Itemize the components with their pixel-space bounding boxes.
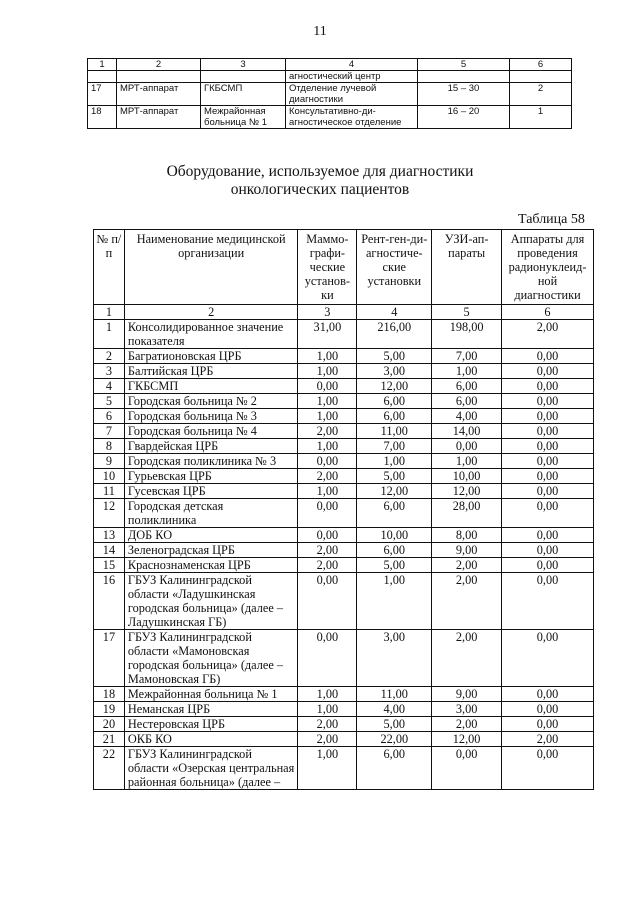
org-name-cell: ДОБ КО — [124, 528, 298, 543]
radio-cell: 0,00 — [502, 747, 594, 790]
table-row — [94, 424, 594, 439]
mammo-cell: 1,00 — [298, 687, 357, 702]
row-number: 18 — [94, 687, 125, 702]
count-cell — [510, 71, 572, 83]
col-number: 3 — [201, 59, 286, 71]
xray-cell: 5,00 — [357, 558, 432, 573]
org-name-cell: Городская детская поликлиника — [124, 499, 298, 528]
org-name-cell: Балтийская ЦРБ — [124, 364, 298, 379]
device-cell — [117, 71, 201, 83]
xray-cell: 6,00 — [357, 499, 432, 528]
dept-cell: Отделение лучевой диагностики — [286, 83, 418, 106]
mammo-cell: 1,00 — [298, 439, 357, 454]
org-name-cell: Багратионовская ЦРБ — [124, 349, 298, 364]
col-number: 6 — [502, 305, 594, 320]
mammo-cell: 1,00 — [298, 484, 357, 499]
radio-cell: 0,00 — [502, 379, 594, 394]
uzi-cell: 12,00 — [432, 484, 502, 499]
col-number: 2 — [124, 305, 298, 320]
oncology-equipment-table — [93, 229, 594, 790]
org-name-cell: Городская больница № 4 — [124, 424, 298, 439]
mammo-cell: 2,00 — [298, 424, 357, 439]
mammo-cell: 0,00 — [298, 499, 357, 528]
org-name-cell: ГБУЗ Калининградской области «Ладушкинская городская больница» (далее – Ладушкинская ГБ) — [124, 573, 298, 630]
row-number: 3 — [94, 364, 125, 379]
mammo-cell: 0,00 — [298, 454, 357, 469]
org-name-cell: Городская больница № 3 — [124, 409, 298, 424]
radio-cell: 0,00 — [502, 349, 594, 364]
org-name-cell: Краснознаменская ЦРБ — [124, 558, 298, 573]
radio-cell: 0,00 — [502, 528, 594, 543]
table-row — [94, 320, 594, 349]
count-cell: 2 — [510, 83, 572, 106]
radio-cell: 0,00 — [502, 439, 594, 454]
org-name-cell: Зеленоградская ЦРБ — [124, 543, 298, 558]
table-row — [88, 106, 572, 129]
header-name: Наименование медицинской организации — [124, 230, 298, 305]
uzi-cell: 6,00 — [432, 394, 502, 409]
mammo-cell: 1,00 — [298, 409, 357, 424]
row-number: 20 — [94, 717, 125, 732]
uzi-cell: 9,00 — [432, 543, 502, 558]
radio-cell: 2,00 — [502, 732, 594, 747]
row-number: 10 — [94, 469, 125, 484]
range-cell: 16 – 20 — [418, 106, 510, 129]
header-xray: Рент-ген-ди-агностиче-ские установки — [357, 230, 432, 305]
radio-cell: 0,00 — [502, 484, 594, 499]
row-number: 7 — [94, 424, 125, 439]
mammo-cell: 0,00 — [298, 379, 357, 394]
radio-cell: 0,00 — [502, 558, 594, 573]
row-number — [88, 71, 117, 83]
table-row — [94, 454, 594, 469]
radio-cell: 0,00 — [502, 573, 594, 630]
row-number: 13 — [94, 528, 125, 543]
xray-cell: 10,00 — [357, 528, 432, 543]
section-title — [0, 163, 640, 199]
uzi-cell: 8,00 — [432, 528, 502, 543]
uzi-cell: 0,00 — [432, 439, 502, 454]
radio-cell: 0,00 — [502, 702, 594, 717]
mammo-cell: 0,00 — [298, 630, 357, 687]
org-name-cell: Неманская ЦРБ — [124, 702, 298, 717]
mammo-cell: 2,00 — [298, 469, 357, 484]
xray-cell: 3,00 — [357, 364, 432, 379]
count-cell: 1 — [510, 106, 572, 129]
col-number: 6 — [510, 59, 572, 71]
mammo-cell: 2,00 — [298, 717, 357, 732]
col-number: 2 — [117, 59, 201, 71]
xray-cell: 6,00 — [357, 394, 432, 409]
xray-cell: 6,00 — [357, 747, 432, 790]
mammo-cell: 1,00 — [298, 394, 357, 409]
xray-cell: 1,00 — [357, 573, 432, 630]
table-header-row — [94, 230, 594, 305]
uzi-cell: 9,00 — [432, 687, 502, 702]
xray-cell: 3,00 — [357, 630, 432, 687]
table-row — [88, 83, 572, 106]
uzi-cell: 2,00 — [432, 630, 502, 687]
radio-cell: 0,00 — [502, 469, 594, 484]
xray-cell: 22,00 — [357, 732, 432, 747]
table-body — [94, 320, 594, 790]
header-radio: Аппараты для проведения радионуклеид-ной диагностики — [502, 230, 594, 305]
table-row — [94, 687, 594, 702]
row-number: 21 — [94, 732, 125, 747]
col-number: 1 — [94, 305, 125, 320]
row-number: 17 — [94, 630, 125, 687]
xray-cell: 12,00 — [357, 484, 432, 499]
radio-cell: 0,00 — [502, 687, 594, 702]
uzi-cell: 1,00 — [432, 364, 502, 379]
uzi-cell: 1,00 — [432, 454, 502, 469]
xray-cell: 12,00 — [357, 379, 432, 394]
org-cell: Межрайонная больница № 1 — [201, 106, 286, 129]
org-name-cell: ГБУЗ Калининградской области «Озерская центральная районная больница» (далее – — [124, 747, 298, 790]
uzi-cell: 198,00 — [432, 320, 502, 349]
uzi-cell: 4,00 — [432, 409, 502, 424]
row-number: 17 — [88, 83, 117, 106]
uzi-cell: 0,00 — [432, 747, 502, 790]
uzi-cell: 6,00 — [432, 379, 502, 394]
org-cell: ГКБСМП — [201, 83, 286, 106]
row-number: 1 — [94, 320, 125, 349]
table-row — [94, 573, 594, 630]
org-name-cell: Городская больница № 2 — [124, 394, 298, 409]
uzi-cell: 14,00 — [432, 424, 502, 439]
uzi-cell: 7,00 — [432, 349, 502, 364]
radio-cell: 0,00 — [502, 454, 594, 469]
xray-cell: 11,00 — [357, 424, 432, 439]
row-number: 4 — [94, 379, 125, 394]
uzi-cell: 3,00 — [432, 702, 502, 717]
radio-cell: 0,00 — [502, 630, 594, 687]
org-name-cell: Городская поликлиника № 3 — [124, 454, 298, 469]
uzi-cell: 10,00 — [432, 469, 502, 484]
row-number: 14 — [94, 543, 125, 558]
row-number: 18 — [88, 106, 117, 129]
org-name-cell: Гвардейская ЦРБ — [124, 439, 298, 454]
xray-cell: 1,00 — [357, 454, 432, 469]
xray-cell: 7,00 — [357, 439, 432, 454]
table-row — [94, 499, 594, 528]
col-number: 3 — [298, 305, 357, 320]
radio-cell: 0,00 — [502, 364, 594, 379]
col-number: 4 — [357, 305, 432, 320]
table-row — [94, 558, 594, 573]
table-row — [94, 717, 594, 732]
mammo-cell: 31,00 — [298, 320, 357, 349]
xray-cell: 5,00 — [357, 469, 432, 484]
table-row — [94, 394, 594, 409]
table-row — [94, 439, 594, 454]
row-number: 8 — [94, 439, 125, 454]
table-row — [94, 364, 594, 379]
uzi-cell: 2,00 — [432, 573, 502, 630]
table-row — [94, 409, 594, 424]
mammo-cell: 2,00 — [298, 543, 357, 558]
xray-cell: 11,00 — [357, 687, 432, 702]
device-cell: МРТ-аппарат — [117, 83, 201, 106]
mammo-cell: 0,00 — [298, 528, 357, 543]
xray-cell: 5,00 — [357, 349, 432, 364]
xray-cell: 6,00 — [357, 409, 432, 424]
radio-cell: 0,00 — [502, 717, 594, 732]
table-row — [94, 469, 594, 484]
org-name-cell: Консолидированное значение показателя — [124, 320, 298, 349]
row-number: 12 — [94, 499, 125, 528]
dept-cell: агностический центр — [286, 71, 418, 83]
table-row — [88, 71, 572, 83]
org-name-cell: Гурьевская ЦРБ — [124, 469, 298, 484]
row-number: 11 — [94, 484, 125, 499]
table-row — [94, 528, 594, 543]
table-row — [94, 630, 594, 687]
xray-cell: 216,00 — [357, 320, 432, 349]
row-number: 19 — [94, 702, 125, 717]
mammo-cell: 1,00 — [298, 702, 357, 717]
header-uzi: УЗИ-ап-параты — [432, 230, 502, 305]
table-row — [94, 732, 594, 747]
row-number: 22 — [94, 747, 125, 790]
table-caption: Таблица 58 — [518, 212, 585, 227]
mammo-cell: 2,00 — [298, 558, 357, 573]
uzi-cell: 2,00 — [432, 717, 502, 732]
device-cell: МРТ-аппарат — [117, 106, 201, 129]
row-number: 6 — [94, 409, 125, 424]
mammo-cell: 0,00 — [298, 573, 357, 630]
header-num: № п/п — [94, 230, 125, 305]
mammo-cell: 1,00 — [298, 364, 357, 379]
row-number: 15 — [94, 558, 125, 573]
page-number: 11 — [313, 24, 327, 39]
section-title-line: Оборудование, используемое для диагностики — [166, 163, 474, 180]
xray-cell: 4,00 — [357, 702, 432, 717]
table-header-row — [88, 59, 572, 71]
col-number: 5 — [432, 305, 502, 320]
col-number: 4 — [286, 59, 418, 71]
mammo-cell: 1,00 — [298, 349, 357, 364]
org-name-cell: Нестеровская ЦРБ — [124, 717, 298, 732]
range-cell — [418, 71, 510, 83]
table-row — [94, 484, 594, 499]
radio-cell: 0,00 — [502, 424, 594, 439]
section-title-line: онкологических пациентов — [230, 181, 410, 198]
row-number: 5 — [94, 394, 125, 409]
xray-cell: 5,00 — [357, 717, 432, 732]
org-cell — [201, 71, 286, 83]
radio-cell: 2,00 — [502, 320, 594, 349]
column-number-row — [94, 305, 594, 320]
uzi-cell: 12,00 — [432, 732, 502, 747]
org-name-cell: Гусевская ЦРБ — [124, 484, 298, 499]
dept-cell: Консультативно-ди-агностическое отделение — [286, 106, 418, 129]
row-number: 16 — [94, 573, 125, 630]
org-name-cell: ГБУЗ Калининградской области «Мамоновская городская больница» (далее – Мамоновская ГБ) — [124, 630, 298, 687]
mammo-cell: 1,00 — [298, 747, 357, 790]
row-number: 2 — [94, 349, 125, 364]
radio-cell: 0,00 — [502, 543, 594, 558]
mammo-cell: 2,00 — [298, 732, 357, 747]
table-row — [94, 349, 594, 364]
org-name-cell: ОКБ КО — [124, 732, 298, 747]
mri-equipment-table — [87, 58, 572, 129]
uzi-cell: 28,00 — [432, 499, 502, 528]
header-mammo: Маммо-графи-ческие установ-ки — [298, 230, 357, 305]
radio-cell: 0,00 — [502, 409, 594, 424]
table-row — [94, 379, 594, 394]
radio-cell: 0,00 — [502, 499, 594, 528]
org-name-cell: Межрайонная больница № 1 — [124, 687, 298, 702]
col-number: 1 — [88, 59, 117, 71]
radio-cell: 0,00 — [502, 394, 594, 409]
table-row — [94, 543, 594, 558]
uzi-cell: 2,00 — [432, 558, 502, 573]
table-row — [94, 702, 594, 717]
table-row — [94, 747, 594, 790]
row-number: 9 — [94, 454, 125, 469]
range-cell: 15 – 30 — [418, 83, 510, 106]
xray-cell: 6,00 — [357, 543, 432, 558]
org-name-cell: ГКБСМП — [124, 379, 298, 394]
col-number: 5 — [418, 59, 510, 71]
